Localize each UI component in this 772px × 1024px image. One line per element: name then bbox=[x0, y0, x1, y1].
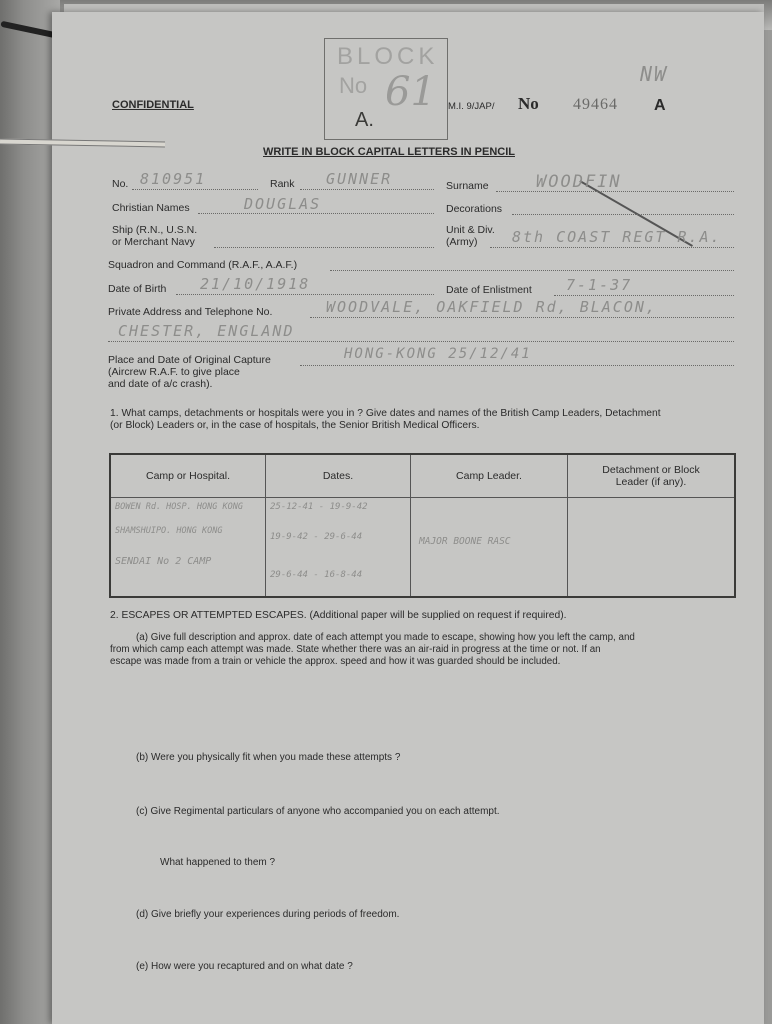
question-2a-line2: from which camp each attempt was made. State whether there was an air-raid in progress at the time or not. If an bbox=[110, 644, 601, 655]
capture-line bbox=[300, 365, 734, 366]
capture-label-1: Place and Date of Original Capture bbox=[108, 354, 271, 366]
question-2d: (d) Give briefly your experiences during periods of freedom. bbox=[136, 909, 400, 920]
dob-line bbox=[176, 294, 434, 295]
camps-cell bbox=[110, 498, 266, 598]
header-detachment-line1: Detachment or Block bbox=[602, 464, 700, 476]
camp-3: SENDAI No 2 CAMP bbox=[115, 556, 212, 567]
capture-label-2: (Aircrew R.A.F. to give place bbox=[108, 366, 240, 378]
leader-cell bbox=[411, 498, 568, 598]
block-stamp bbox=[324, 38, 448, 140]
stamp-line1: BLOCK bbox=[337, 43, 439, 70]
squadron-line bbox=[330, 270, 734, 271]
christian-names-line bbox=[198, 213, 434, 214]
decorations-label: Decorations bbox=[446, 203, 503, 215]
header-camp-leader: Camp Leader. bbox=[411, 454, 568, 498]
rank-value: GUNNER bbox=[326, 170, 393, 188]
dob-value: 21/10/1918 bbox=[200, 275, 311, 293]
surname-value: WOODFIN bbox=[536, 172, 622, 192]
enlistment-value: 7-1-37 bbox=[566, 276, 633, 294]
enlistment-line bbox=[554, 295, 734, 296]
rank-line bbox=[300, 189, 434, 190]
form-instruction: WRITE IN BLOCK CAPITAL LETTERS IN PENCIL bbox=[263, 146, 515, 158]
stamp-number: 61 bbox=[385, 69, 436, 115]
serial-number: 49464 bbox=[573, 96, 618, 113]
folder-left-edge bbox=[0, 0, 60, 1024]
capture-label-3: and date of a/c crash). bbox=[108, 378, 213, 390]
form-ref: M.I. 9/JAP/ bbox=[448, 101, 495, 112]
question-2b: (b) Were you physically fit when you made these attempts ? bbox=[136, 752, 401, 763]
header-camp: Camp or Hospital. bbox=[110, 454, 266, 498]
unit-line bbox=[490, 247, 734, 248]
no-field-value: 810951 bbox=[140, 170, 207, 188]
address-value-1: WOODVALE, OAKFIELD Rd, BLACON, bbox=[326, 298, 657, 316]
dates-2: 19-9-42 - 29-6-44 bbox=[270, 532, 363, 542]
camp-2: SHAMSHUIPO. HONG KONG bbox=[115, 526, 223, 536]
header-detachment bbox=[568, 454, 736, 498]
corner-note: NW bbox=[640, 62, 669, 86]
no-field-line bbox=[132, 189, 258, 190]
address-value-2: CHESTER, ENGLAND bbox=[118, 322, 295, 340]
address-line-1 bbox=[310, 317, 734, 318]
decorations-line bbox=[512, 214, 734, 215]
enlistment-label: Date of Enlistment bbox=[446, 284, 532, 296]
surname-label: Surname bbox=[446, 180, 489, 192]
question-2e: (e) How were you recaptured and on what date ? bbox=[136, 961, 353, 972]
camps-table bbox=[109, 453, 736, 598]
ship-label-2: or Merchant Navy bbox=[112, 236, 195, 248]
unit-value: 8th COAST REGT R.A. bbox=[512, 228, 722, 246]
question-2-title: 2. ESCAPES OR ATTEMPTED ESCAPES. (Additional paper will be supplied on request if required). bbox=[110, 610, 567, 621]
camp-leader: MAJOR BOONE RASC bbox=[419, 536, 511, 547]
question-2c-followup: What happened to them ? bbox=[160, 857, 276, 868]
dates-cell bbox=[266, 498, 411, 598]
serial-suffix: A bbox=[654, 97, 666, 114]
header-detachment-line2: Leader (if any). bbox=[615, 476, 687, 488]
christian-names-label: Christian Names bbox=[112, 202, 190, 214]
question-2a-line1: (a) Give full description and approx. date of each attempt you made to escape, showing how you left the camp, and bbox=[136, 632, 635, 643]
dates-3: 29-6-44 - 16-8-44 bbox=[270, 570, 363, 580]
rank-label: Rank bbox=[270, 178, 295, 190]
question-1-line2: (or Block) Leaders or, in the case of hospitals, the Senior British Medical Officers. bbox=[110, 420, 480, 431]
unit-label-1: Unit & Div. bbox=[446, 224, 495, 236]
header-dates: Dates. bbox=[266, 454, 411, 498]
stamp-line2: No bbox=[339, 73, 368, 98]
no-label: No bbox=[518, 94, 539, 113]
unit-label-2: (Army) bbox=[446, 236, 478, 248]
stamp-line3: A. bbox=[355, 109, 374, 131]
camp-1: BOWEN Rd. HOSP. HONG KONG bbox=[115, 502, 243, 512]
christian-names-value: DOUGLAS bbox=[244, 195, 322, 213]
squadron-label: Squadron and Command (R.A.F., A.A.F.) bbox=[108, 259, 298, 271]
ship-line bbox=[214, 247, 434, 248]
address-line-2 bbox=[108, 341, 734, 342]
address-label: Private Address and Telephone No. bbox=[108, 306, 273, 318]
detachment-cell bbox=[568, 498, 736, 598]
question-1-line1: 1. What camps, detachments or hospitals were you in ? Give dates and names of the British Camp Leaders, Detachment bbox=[110, 408, 661, 419]
question-2a-line3: escape was made from a train or vehicle the approx. speed and how it was guarded should be included. bbox=[110, 656, 561, 667]
question-2c: (c) Give Regimental particulars of anyone who accompanied you on each attempt. bbox=[136, 806, 500, 817]
capture-value: HONG-KONG 25/12/41 bbox=[344, 346, 532, 362]
confidential-label: CONFIDENTIAL bbox=[112, 99, 194, 111]
dob-label: Date of Birth bbox=[108, 283, 167, 295]
ship-label-1: Ship (R.N., U.S.N. bbox=[112, 224, 198, 236]
dates-1: 25-12-41 - 19-9-42 bbox=[270, 502, 368, 512]
no-field-label: No. bbox=[112, 178, 129, 190]
